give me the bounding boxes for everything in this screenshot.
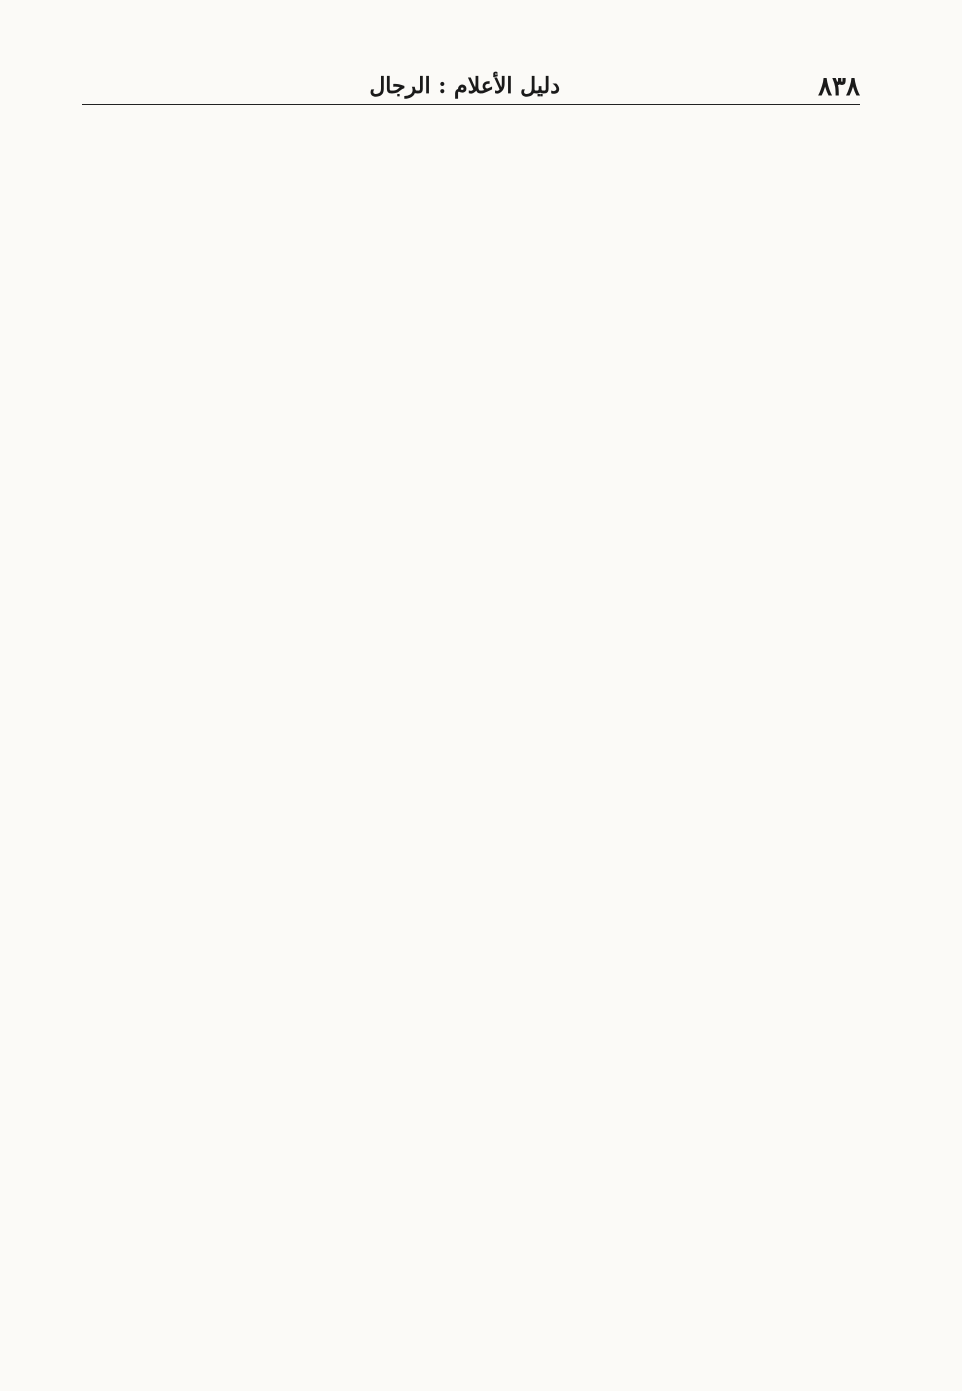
text-line [68, 267, 420, 299]
text-line [68, 1253, 420, 1285]
text-line [68, 840, 420, 872]
text-line [508, 1199, 860, 1229]
text-line [508, 866, 860, 896]
text-line [508, 261, 860, 291]
text-line [68, 1348, 420, 1380]
text-line [508, 624, 860, 654]
text-line [68, 140, 420, 172]
text-line [68, 1221, 420, 1253]
text-line [508, 1078, 860, 1108]
text-line [508, 533, 860, 563]
text-line [508, 896, 860, 926]
text-line [68, 1158, 420, 1190]
text-line [68, 808, 420, 840]
text-line [508, 352, 860, 382]
text-line [68, 394, 420, 426]
text-line [68, 585, 420, 617]
text-column-left [68, 140, 420, 1380]
text-line [68, 903, 420, 935]
text-line [68, 522, 420, 554]
text-line [508, 927, 860, 957]
text-line [68, 617, 420, 649]
text-line [508, 140, 860, 170]
text-line [68, 490, 420, 522]
text-line [68, 235, 420, 267]
text-line [68, 1189, 420, 1221]
text-line [68, 299, 420, 331]
text-line [68, 1316, 420, 1348]
text-line [508, 1350, 860, 1380]
text-line [68, 999, 420, 1031]
text-line [508, 231, 860, 261]
text-line [68, 363, 420, 395]
text-line [508, 1290, 860, 1320]
text-line [68, 776, 420, 808]
text-line [68, 712, 420, 744]
text-line [508, 1138, 860, 1168]
text-line [68, 1126, 420, 1158]
text-line [508, 1017, 860, 1047]
text-line [68, 649, 420, 681]
text-line [68, 172, 420, 204]
text-line [508, 775, 860, 805]
running-head [82, 70, 860, 105]
text-line [68, 331, 420, 363]
text-line [68, 458, 420, 490]
text-line [508, 170, 860, 200]
text-line [68, 553, 420, 585]
text-line [508, 322, 860, 352]
text-line [68, 967, 420, 999]
text-line [508, 745, 860, 775]
running-title: دليل الأعلام : الرجال [369, 73, 560, 99]
text-line [68, 1285, 420, 1317]
text-column-right [508, 140, 860, 1380]
text-line [508, 957, 860, 987]
text-line [68, 1030, 420, 1062]
text-line [508, 473, 860, 503]
text-line [68, 1062, 420, 1094]
text-line [508, 201, 860, 231]
text-line [508, 987, 860, 1017]
text-line [68, 935, 420, 967]
text-line [68, 744, 420, 776]
text-line [508, 564, 860, 594]
text-line [508, 594, 860, 624]
text-line [508, 654, 860, 684]
text-line [68, 1094, 420, 1126]
text-line [508, 806, 860, 836]
text-line [68, 426, 420, 458]
text-line [508, 1108, 860, 1138]
text-line [508, 1259, 860, 1289]
page-number: ٨٣٨ [818, 72, 860, 102]
text-line [508, 1048, 860, 1078]
text-line [508, 1229, 860, 1259]
text-line [68, 204, 420, 236]
text-line [508, 503, 860, 533]
text-line [508, 1320, 860, 1350]
text-line [68, 871, 420, 903]
text-line [508, 715, 860, 745]
text-line [508, 443, 860, 473]
text-line [508, 1169, 860, 1199]
text-line [508, 382, 860, 412]
text-line [508, 836, 860, 866]
text-line [508, 412, 860, 442]
text-line [508, 685, 860, 715]
text-line [508, 291, 860, 321]
text-line [68, 681, 420, 713]
